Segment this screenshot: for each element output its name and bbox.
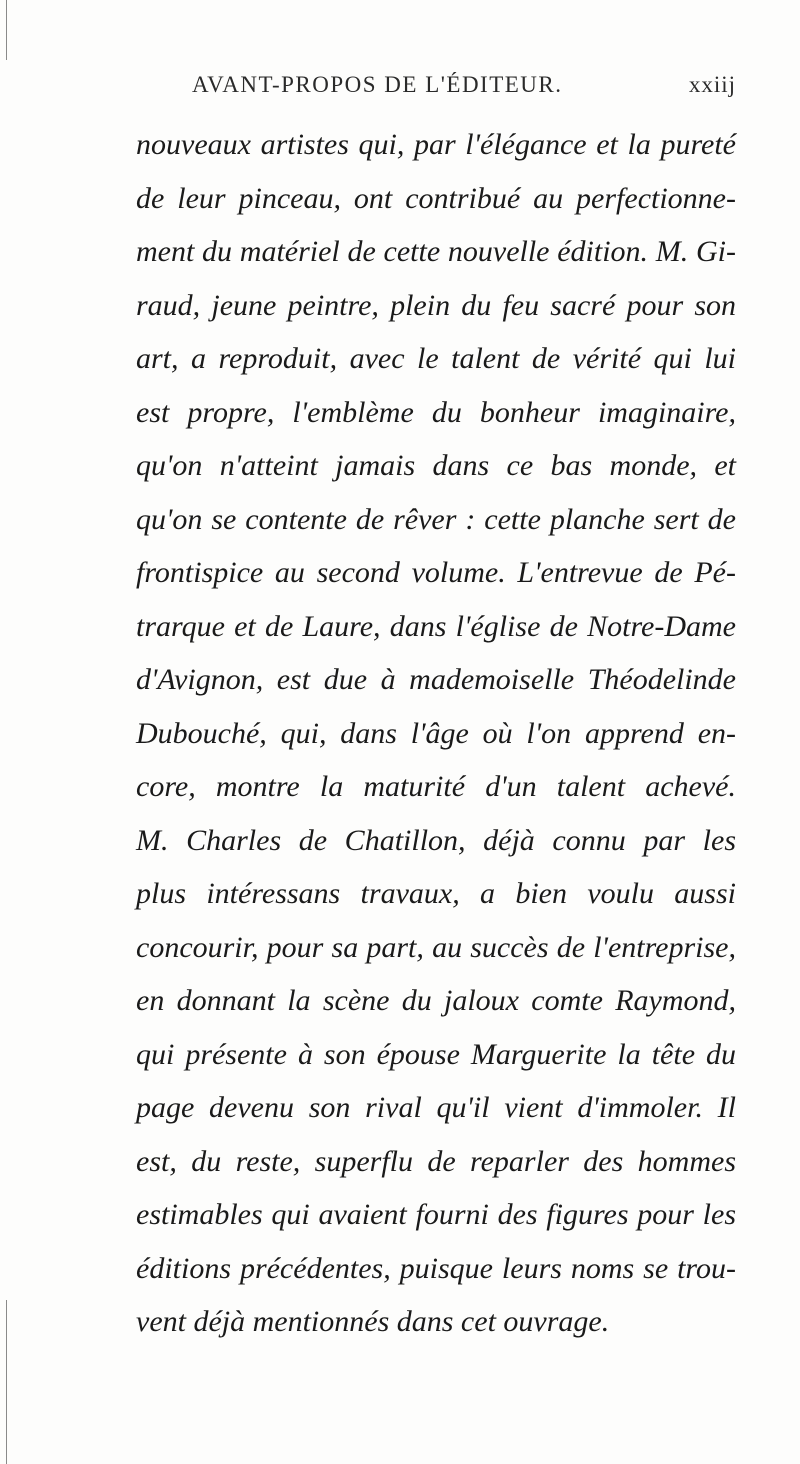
text-line: d'Avignon, est due à mademoiselle Théodelinde bbox=[136, 663, 736, 696]
text-line: qu'on se contente de rêver : cette planche sert de bbox=[136, 502, 736, 536]
text-line: éditions précédentes, puisque leurs noms se trou- bbox=[136, 1251, 736, 1285]
page-number: xxiij bbox=[688, 72, 736, 97]
running-header bbox=[192, 72, 736, 106]
text-line: nouveaux artistes qui, par l'élégance et la pureté bbox=[136, 128, 736, 161]
text-line: est, du reste, superflu de reparler des hommes bbox=[136, 1144, 736, 1178]
text-line: ment du matériel de cette nouvelle édition. M. Gi- bbox=[136, 235, 736, 268]
text-line: art, a reproduit, avec le talent de vérité qui lui bbox=[136, 342, 736, 375]
text-line: trarque et de Laure, dans l'église de Notre-Dame bbox=[136, 609, 736, 643]
text-line: Dubouché, qui, dans l'âge où l'on apprend en- bbox=[136, 716, 736, 750]
text-line: core, montre la maturité d'un talent achevé. bbox=[136, 770, 736, 803]
gutter-line-top bbox=[6, 0, 7, 60]
text-line-last: vent déjà mentionnés dans cet ouvrage. bbox=[136, 1305, 610, 1338]
text-line: est propre, l'emblème du bonheur imaginaire, bbox=[136, 395, 736, 429]
text-line: page devenu son rival qu'il vient d'immoler. Il bbox=[136, 1091, 736, 1124]
text-line: concourir, pour sa part, au succès de l'entreprise, bbox=[136, 930, 736, 964]
body-text bbox=[136, 118, 736, 1349]
text-line: M. Charles de Chatillon, déjà connu par les bbox=[136, 823, 736, 857]
text-line: qu'on n'atteint jamais dans ce bas monde, et bbox=[136, 449, 736, 482]
text-line: en donnant la scène du jaloux comte Raymond, bbox=[136, 984, 736, 1017]
header-title: AVANT-PROPOS DE L'ÉDITEUR. bbox=[192, 72, 563, 97]
text-line: frontispice au second volume. L'entrevue de Pé- bbox=[136, 556, 736, 589]
text-line: de leur pinceau, ont contribué au perfectionne- bbox=[136, 181, 736, 215]
text-line: qui présente à son épouse Marguerite la tête du bbox=[136, 1037, 736, 1071]
text-line: raud, jeune peintre, plein du feu sacré pour son bbox=[136, 288, 736, 322]
text-line: plus intéressans travaux, a bien voulu aussi bbox=[136, 877, 736, 910]
text-line: estimables qui avaient fourni des figures pour les bbox=[136, 1198, 736, 1231]
gutter-line-bottom bbox=[6, 1300, 7, 1464]
